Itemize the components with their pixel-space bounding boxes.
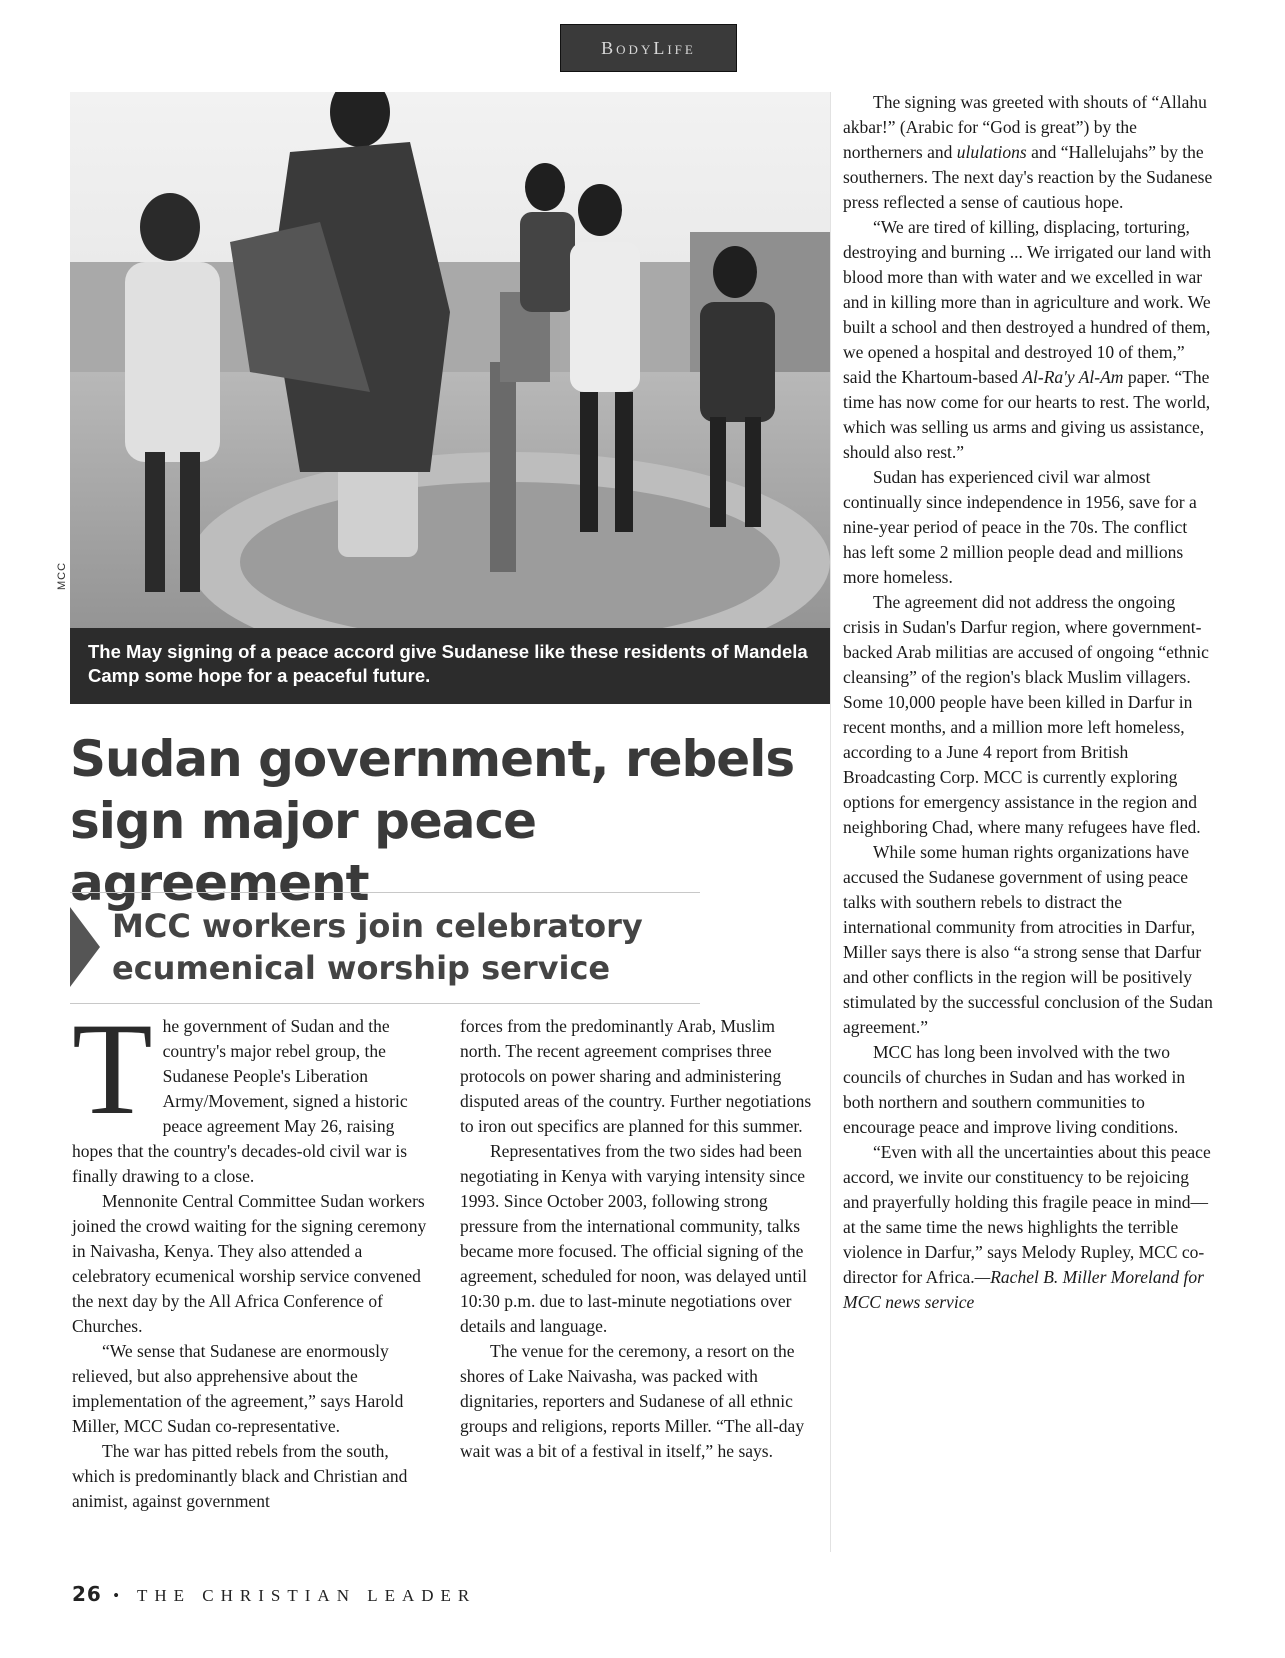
subhead-line-2: ecumenical worship service	[112, 949, 611, 987]
paragraph: The venue for the ceremony, a resort on the shores of Lake Naivasha, was packed with dignitaries, reporters and Sudanese of all ethnic groups and religions, reports Miller. “The all-day wait was a bit of a festival in itself,” he says.	[460, 1341, 805, 1461]
drop-cap: T	[72, 995, 153, 1142]
paragraph-text: The signing was greeted with shouts of “Allahu akbar!” (Arabic for “God is great”) by the northerners and	[843, 92, 1207, 162]
photo-caption: The May signing of a peace accord give Sudanese like these residents of Mandela Camp some hope for a peaceful future.	[70, 628, 830, 704]
subhead-block	[70, 892, 700, 1004]
paragraph: “We sense that Sudanese are enormously relieved, but also apprehensive about the implementation of the agreement,” says Harold Miller, MCC Sudan co-representative.	[72, 1341, 404, 1436]
section-tag: BodyLife	[560, 24, 737, 72]
paragraph: MCC has long been involved with the two councils of churches in Sudan and has worked in both northern and southern communities to encourage peace and improve living conditions.	[843, 1042, 1186, 1137]
paragraph-text: he government of Sudan and the country's major rebel group, the Sudanese People's Liberation Army/Movement, signed a historic peace agreement May 26, raising hopes that the country's decades-old civil war is finally drawing to a close.	[72, 1016, 408, 1186]
article-photo	[70, 92, 830, 704]
paragraph-text: paper. “The time has now come for our hearts to rest. The world, which was selling us arms and giving us assistance, should also rest.”	[843, 367, 1211, 462]
photo-credit: MCC	[56, 561, 68, 590]
emphasis: ululations	[956, 142, 1027, 162]
paragraph: The agreement did not address the ongoing crisis in Sudan's Darfur region, where government-backed Arab militias are accused of ongoing “ethnic cleansing” of the region's black Muslim villagers. Some 10,000 people have been killed in Darfur in recent months, and a million more left homeless, according to a June 4 report from British Broadcasting Corp. MCC is currently exploring options for emergency assistance in the region and neighboring Chad, where many refugees have fled.	[843, 592, 1209, 837]
paragraph	[72, 995, 432, 1189]
footer-bullet: •	[113, 1586, 127, 1605]
paragraph	[843, 215, 1213, 465]
publication-name: THE CHRISTIAN LEADER	[137, 1586, 477, 1605]
article-column-1	[72, 995, 432, 1514]
page-number: 26	[72, 1582, 102, 1606]
paragraph: While some human rights organizations have accused the Sudanese government of using peace talks with southern rebels to distract the international community from atrocities in Darfur, Miller says there is also “a strong sense that Darfur and other conflicts in the region will be positively stimulated by the successful conclusion of the Sudan agreement.”	[843, 842, 1213, 1037]
article-column-2	[460, 1014, 818, 1464]
headline	[70, 728, 840, 914]
headline-line-2: sign major peace agreement	[70, 792, 537, 912]
headline-line-1: Sudan government, rebels	[70, 730, 795, 788]
paragraph	[843, 90, 1213, 215]
paragraph: Mennonite Central Committee Sudan workers joined the crowd waiting for the signing ceremony in Naivasha, Kenya. They also attended a celebratory ecumenical worship service convened the next day by the All Africa Conference of Churches.	[72, 1191, 427, 1336]
paragraph-text: “Even with all the uncertainties about this peace accord, we invite our constituency to be rejoicing and prayerfully holding this fragile peace in mind—at the same time the news highlights the terrible violence in Darfur,” says Melody Rupley, MCC co-director for Africa.	[843, 1142, 1211, 1287]
byline: —Rachel B. Miller Moreland for MCC news service	[843, 1267, 1204, 1312]
photo-illustration	[70, 92, 830, 704]
paragraph-text: “We are tired of killing, displacing, torturing, destroying and burning ... We irrigated our land with blood more than with water and we excelled in war and in killing more than in agriculture and work. We built a school and then destroyed a hundred of them, we opened a hospital and destroyed 10 of them,” said the Khartoum-based	[843, 217, 1212, 387]
paragraph: The war has pitted rebels from the south, which is predominantly black and Christian and animist, against government	[72, 1441, 408, 1511]
article-column-3	[843, 90, 1213, 1315]
paragraph-text: and “Hallelujahs” by the southerners. The next day's reaction by the Sudanese press reflected a sense of cautious hope.	[843, 142, 1213, 212]
triangle-marker-icon	[70, 907, 100, 987]
column-divider	[830, 92, 831, 1552]
page-footer	[72, 1582, 476, 1606]
paragraph: Sudan has experienced civil war almost continually since independence in 1956, save for a nine-year period of peace in the 70s. The conflict has left some 2 million people dead and millions more homeless.	[843, 467, 1197, 587]
paragraph: forces from the predominantly Arab, Muslim north. The recent agreement comprises three protocols on power sharing and administering disputed areas of the country. Further negotiations to iron out specifics are planned for this summer.	[460, 1016, 812, 1136]
subhead	[112, 905, 692, 989]
emphasis: Al-Ra'y Al-Am	[1022, 367, 1124, 387]
paragraph: Representatives from the two sides had been negotiating in Kenya with varying intensity since 1993. Since October 2003, following strong pressure from the international community, talks became more focused. The official signing of the agreement, scheduled for noon, was delayed until 10:30 p.m. due to last-minute negotiations over details and language.	[460, 1141, 807, 1336]
subhead-line-1: MCC workers join celebratory	[112, 907, 643, 945]
paragraph	[843, 1140, 1213, 1315]
